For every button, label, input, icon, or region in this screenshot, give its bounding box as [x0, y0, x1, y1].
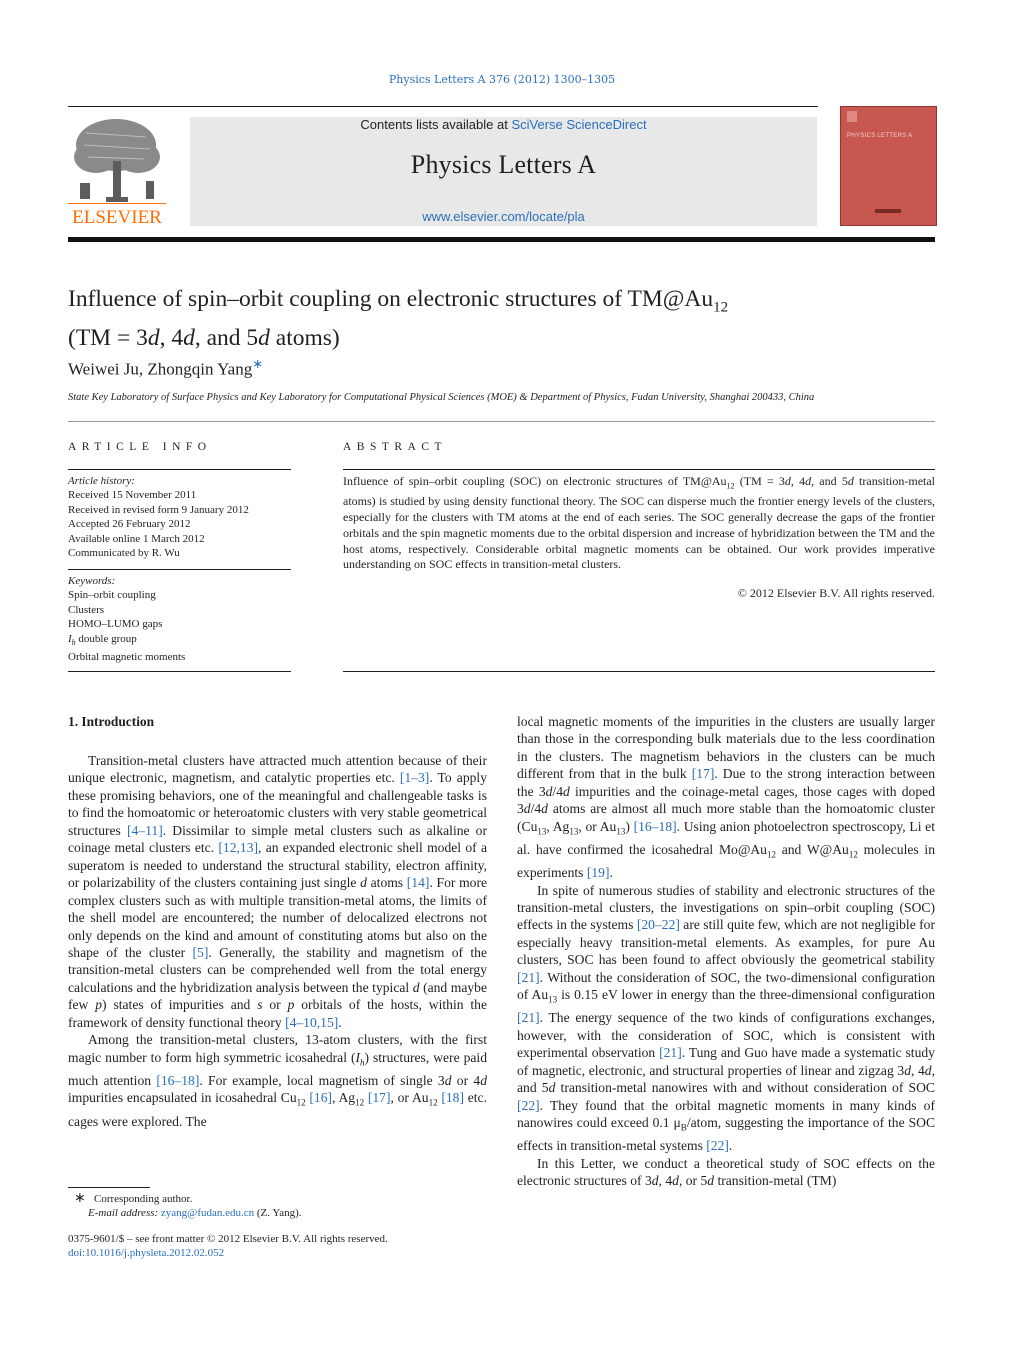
- paragraph: Transition-metal clusters have attracted much attention because of their unique electronic, magnetism, and catalytic properties etc. [1–3]. To apply these promising behaviors, one of the meaningful and challengeable tasks is to find the homoatomic or heteroatomic clusters with very stable geometrical structures [4–11]. Dissimilar to simple metal clusters such as alkaline or coinage metal clusters etc. [12,13], an expanded electronic shell model of a superatom is needed to understand the structural stability, electron affinity, or polarizability of the clusters containing just single d atoms [14]. For more complex clusters such as with multiple transition-metal atoms, the limits of the shell model are encountered; the number of delocalized electrons not only depends on the kind and amount of constituting atoms but also on the shape of the cluster [5]. Generally, the stability and magnetism of the transition-metal clusters can be comprehended well from the total energy calculations and the hybridization analysis between the typical d (and maybe few p) states of impurities and s or p orbitals of the hosts, within the framework of density functional theory [4–10,15].: [68, 753, 488, 1030]
- citation-link[interactable]: [4–10,15]: [285, 1014, 339, 1030]
- contents-line: Contents lists available at SciVerse ScienceDirect: [360, 117, 647, 132]
- citation-link[interactable]: [20–22]: [636, 917, 680, 933]
- citation-link[interactable]: [16]: [309, 1090, 333, 1106]
- article-history: Article history: Received 15 November 2011 Received in revised form 9 January 2012 Accepted 26 February 2012 Available online 1 March 2012 Communicated by R. Wu: [68, 475, 249, 560]
- keyword: Spin–orbit coupling: [68, 589, 156, 602]
- author-list: Weiwei Ju, Zhongqin Yang∗: [68, 356, 264, 379]
- paragraph: In spite of numerous studies of stability and electronic structures of the transition-metal clusters, the investigations on spin–orbit coupling (SOC) effects in the systems [20–22] are still quite few, which are not negligible for especially heavy transition-metal elements. As examples, for pure Au clusters, SOC has been found to affect obviously the geometrical stability [21]. Without the consideration of SOC, the two-dimensional configuration of $Au_{13}$ is 0.15 eV lower in energy than the three-dimensional configuration [21]. The energy sequence of the two kinds of configurations exchanges, however, with the consideration of SOC, which is consistent with experimental observation [21]. Tung and Guo have made a systematic study of magnetic, electronic, and structural properties of linear and zigzag 3d, 4d, and 5d transition-metal nanowires with and without consideration of SOC [22]. They found that the orbital magnetic moments in many kinds of nanowires could exceed 0.1 $\mu_B$/atom, suggesting the importance of the SOC effects in transition-metal systems [22].: [517, 882, 936, 1154]
- journal-title: Physics Letters A: [410, 150, 597, 179]
- abstract-copyright: © 2012 Elsevier B.V. All rights reserved.: [737, 586, 935, 600]
- citation-link[interactable]: [21]: [517, 969, 540, 985]
- article-title: Influence of spin–orbit coupling on electronic structures of $TM@Au_{12}$ (TM = 3d, 4d, and 5d atoms): [68, 286, 729, 351]
- doi-link[interactable]: doi:10.1016/j.physleta.2012.02.052: [68, 1247, 225, 1259]
- keyword: $I_h$ double group: [68, 632, 137, 647]
- article-info-header: ARTICLE INFO: [68, 441, 212, 453]
- section-heading: 1. Introduction: [68, 714, 155, 729]
- header-rule: [68, 106, 818, 107]
- citation-link[interactable]: [5]: [192, 944, 209, 960]
- citation-link[interactable]: [18]: [441, 1090, 464, 1106]
- citation-link[interactable]: [21]: [659, 1045, 682, 1061]
- footnote-rule: [68, 1187, 150, 1188]
- info-rule-bottom: [68, 671, 291, 672]
- abstract-rule-bottom: [343, 671, 935, 672]
- affiliation: State Key Laboratory of Surface Physics and Key Laboratory for Computational Physical Sciences (MOE) & Department of Physics, Fudan University, Shanghai 200433, China: [68, 392, 815, 403]
- keyword: HOMO–LUMO gaps: [68, 618, 163, 631]
- abstract-text: Influence of spin–orbit coupling (SOC) on electronic structures of $TM@Au_{12}$ (TM = 3d, 4d, and 5d transition-metal atoms) is studied by using density functional theory. The SOC can disperse much the frontier energy levels of the clusters, especially for the clusters with TM atoms at the end of each series. The SOC generally decrease the gaps of the frontier orbitals and the spin magnetic moments due to the orbital dispersion and increase of hybridization between the TM and the host atoms, respectively. Considerable orbital magnetic moments can be obtained. Our work provides imperative understanding on SOC effects in transition-metal clusters.: [343, 474, 936, 572]
- keyword: Orbital magnetic moments: [68, 651, 186, 664]
- body-column-right: [517, 713, 935, 1190]
- cover-logo: [847, 111, 857, 122]
- journal-cover-image[interactable]: [840, 106, 937, 226]
- corresponding-footnote: ∗ Corresponding author.: [74, 1191, 193, 1206]
- email-footnote: E-mail address: zyang@fudan.edu.cn (Z. Yang).: [88, 1207, 302, 1219]
- citation-link[interactable]: [16–18]: [156, 1072, 200, 1088]
- citation-link[interactable]: [1–3]: [399, 770, 430, 786]
- corresponding-author-mark[interactable]: ∗: [252, 356, 264, 371]
- header-thick-rule: [68, 237, 935, 242]
- email-link[interactable]: zyang@fudan.edu.cn: [160, 1207, 255, 1219]
- paragraph: In this Letter, we conduct a theoretical study of SOC effects on the electronic structures of 3d, 4d, or 5d transition-metal (TM): [517, 1155, 935, 1189]
- keyword: Clusters: [68, 603, 105, 616]
- citation-link[interactable]: [22]: [706, 1138, 729, 1154]
- cover-publisher-mark: [875, 209, 901, 213]
- journal-reference[interactable]: Physics Letters A 376 (2012) 1300–1305: [388, 73, 616, 86]
- citation-link[interactable]: [22]: [517, 1097, 540, 1113]
- citation-link[interactable]: [21]: [517, 1010, 540, 1026]
- body-column-left: [68, 752, 487, 1130]
- elsevier-wordmark: ELSEVIER: [72, 207, 162, 227]
- info-rule-mid: [68, 569, 291, 570]
- paragraph: local magnetic moments of the impurities in the clusters are usually larger than those in the corresponding bulk materials due to the less coordination in the clusters. The magnetism behaviors in the clusters can be much different from that in the bulk [17]. Due to the strong interaction between the 3d/4d impurities and the coinage-metal cages, those cages with doped 3d/4d atoms are almost all much more stable than the homoatomic cluster ($Cu_{13}$, $Ag_{13}$, or $Au_{13}$) [16–18]. Using anion photoelectron spectroscopy, Li et al. have confirmed the icosahedral $Mo@Au_{12}$ and $W@Au_{12}$ molecules in experiments [19].: [517, 714, 936, 881]
- paragraph: Among the transition-metal clusters, 13-atom clusters, with the first magic number to form high symmetric icosahedral $(I_h)$ structures, were paid much attention [16–18]. For example, local magnetism of single 3d or 4d impurities encapsulated in icosahedral $Cu_{12}$ [16], $Ag_{12}$ [17], or $Au_{12}$ [18] etc. cages were explored. The: [68, 1032, 487, 1129]
- journal-url-link[interactable]: www.elsevier.com/locate/pla: [422, 209, 585, 224]
- citation-link[interactable]: [14]: [406, 875, 430, 891]
- citation-link[interactable]: [4–11]: [126, 822, 163, 838]
- issn-line: 0375-9601/$ – see front matter © 2012 Elsevier B.V. All rights reserved.: [68, 1233, 388, 1245]
- citation-link[interactable]: [19]: [586, 865, 610, 881]
- citation-link[interactable]: [12,13]: [218, 840, 259, 856]
- title-divider: [68, 421, 935, 422]
- citation-link[interactable]: [17]: [691, 766, 715, 782]
- cover-title: PHYSICS LETTERS A: [847, 133, 913, 139]
- info-rule-top: [68, 469, 291, 470]
- keywords: Keywords: Spin–orbit coupling Clusters HOMO–LUMO gaps $I_h$ double group Orbital magnetic moments: [68, 574, 291, 665]
- citation-link[interactable]: [17]: [367, 1090, 391, 1106]
- abstract-rule-top: [343, 469, 935, 470]
- sciencedirect-link[interactable]: SciVerse ScienceDirect: [511, 117, 647, 132]
- elsevier-logo[interactable]: [66, 115, 168, 227]
- citation-link[interactable]: [16–18]: [633, 818, 677, 834]
- abstract-header: ABSTRACT: [343, 441, 448, 453]
